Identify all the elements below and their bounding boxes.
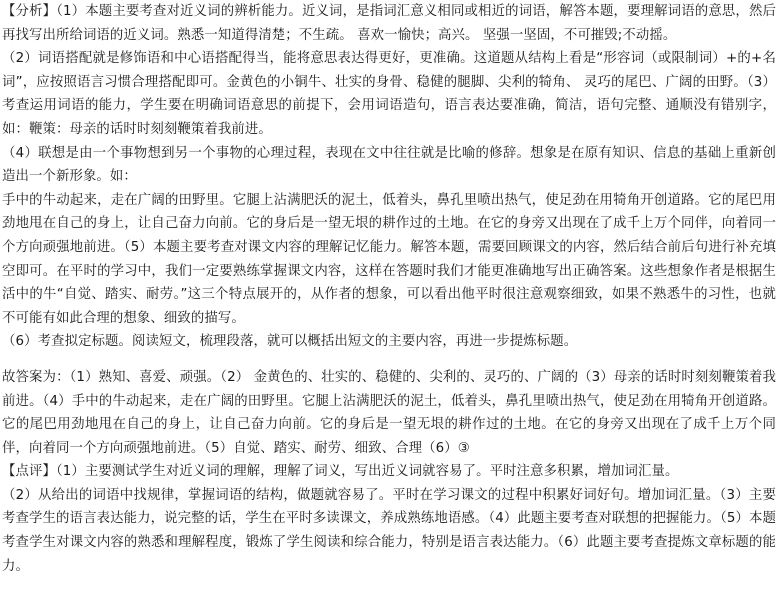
analysis-paragraph-4: 手中的牛动起来，走在广阔的田野里。它腿上沾满肥沃的泥土，低着头，鼻孔里喷出热气，使足劲在用犄角开创道路。它的尾巴用劲地甩在自己的身上，让自己奋力向前。它的身后是一望无垠的耕作过的土地。在它的身旁又出现在了成千上万个同伴，向着同一个方向顽强地前进。（5）本题主要考查对课文内容的理解记忆能力。解答本题，需要回顾课文的内容，然后结合前后句进行补充填空即可。在平时的学习中，我们一定要熟练掌握课文内容，这样在答题时我们才能更准确地写出正确答案。这些想象作者是根据生活中的牛“自觉、踏实、耐劳。”这三个特点展开的，从作者的想象，可以看出他平时很注意观察细致，如果不熟悉牛的习性，也就不可能有如此合理的想象、细致的描写。 <box>2 192 776 326</box>
comment-paragraph-2: （2）从给出的词语中找规律，掌握词语的结构，做题就容易了。平时在学习课文的过程中积累好词好句。增加词汇量。（3）主要考查学生的语言表达能力，说完整的话，学生在平时多读课文，养成熟练地语感。（4）此题主要考查对联想的把握能力。（5）本题考查学生对课文内容的熟悉和理解程度，锻炼了学生阅读和综合能力，特别是语言表达能力。（6）此题主要考查提炼文章标题的能力。 <box>2 487 776 574</box>
analysis-paragraph-3: （4）联想是由一个事物想到另一个事物的心理过程，表现在文中往往就是比喻的修辞。想象是在原有知识、信息的基础上重新创造出一个新形象。如： <box>2 145 776 185</box>
comment-paragraph-1: 【点评】（1）主要测试学生对近义词的理解，理解了词义，写出近义词就容易了。平时注意多积累，增加词汇量。 <box>2 464 679 480</box>
analysis-paragraph-5: （6）考查拟定标题。阅读短文，梳理段落，就可以概括出短文的主要内容，再进一步提炼标题。 <box>2 334 578 350</box>
section-gap <box>2 354 776 366</box>
analysis-paragraph-1: 【分析】（1）本题主要考查对近义词的辨析能力。近义词，是指词汇意义相同或相近的词语，解答本题，要理解词语的意思，然后再找写出所给词语的近义词。熟悉一知道得清楚；不生疏。 喜欢一愉快；高兴。 坚强一坚固，不可摧毁;不动摇。 <box>2 4 776 43</box>
answer-paragraph: 故答案为：（1）熟知、喜爱、顽强。（2） 金黄色的、壮实的、稳健的、尖利的、灵巧的、广阔的（3）母亲的话时时刻刻鞭策着我前进。（4）手中的牛动起来，走在广阔的田野里。它腿上沾满肥沃的泥土，低着头，鼻孔里喷出热气，使足劲在用犄角开创道路。它的尾巴用劲地甩在自己的身上，让自己奋力向前。它的身后是一望无垠的耕作过的土地。在它的身旁又出现在了成千上万个同伴，向着同一个方向顽强地前进。（5）自觉、踏实、耐劳、细致、合理（6）③ <box>2 369 776 456</box>
analysis-paragraph-2: （2）词语搭配就是修饰语和中心语搭配得当，能将意思表达得更好，更准确。这道题从结构上看是“形容词（或限制词）+的+名词”，应按照语言习惯合理搭配即可。金黄色的小铜牛、壮实的身骨、稳健的腿脚、尖利的犄角、 灵巧的尾巴、广阔的田野。（3）考查运用词语的能力，学生要在明确词语意思的前提下，会用词语造句，语言表达要准确，简洁，语句完整、通顺没有错别字，如：鞭策：母亲的话时时刻刻鞭策着我前进。 <box>2 51 776 137</box>
